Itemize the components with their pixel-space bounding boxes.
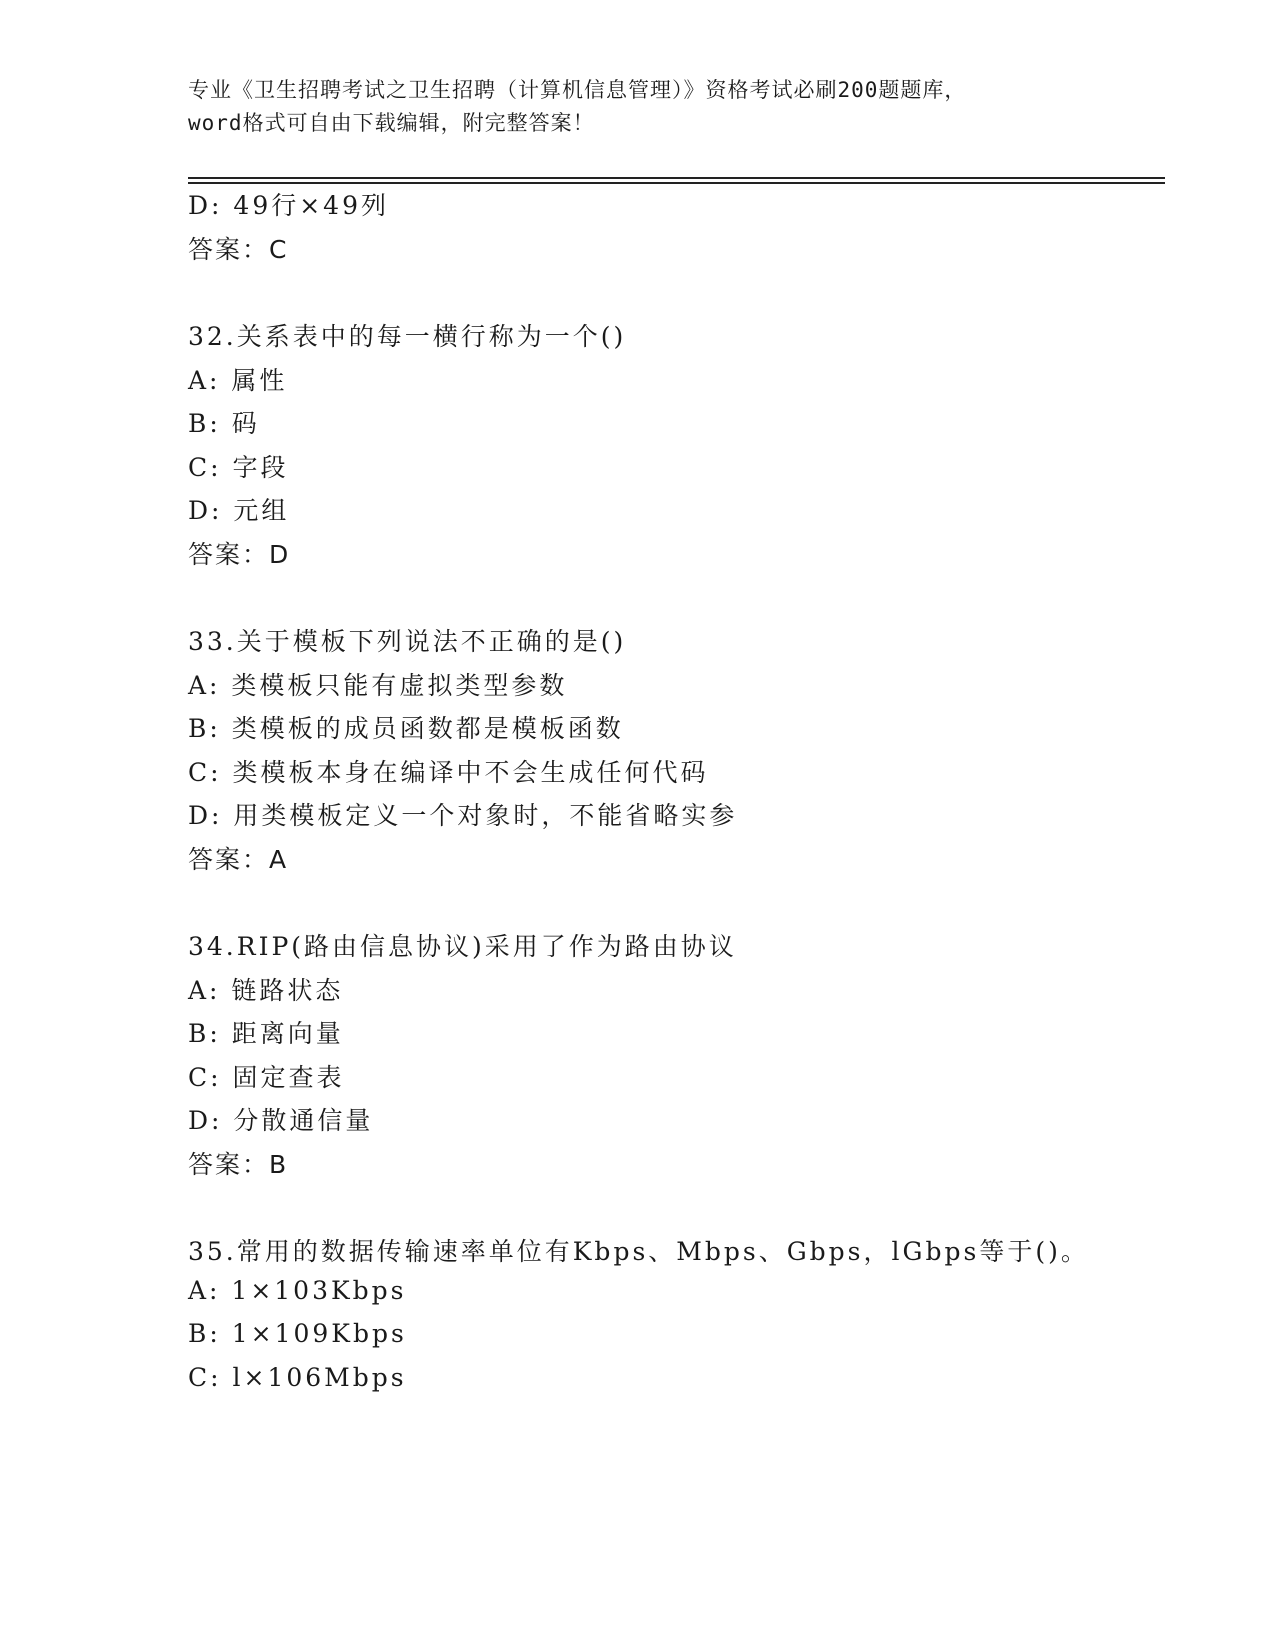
question-text: 35.常用的数据传输速率单位有Kbps、Mbps、Gbps，lGbps等于()。 <box>188 1237 1089 1266</box>
question-text: 34.RIP(路由信息协议)采用了作为路由协议 <box>188 932 737 961</box>
option-line: D: 元组 <box>188 496 290 525</box>
option-line: D: 49行×49列 <box>188 191 389 220</box>
option-line: A: 类模板只能有虚拟类型参数 <box>188 671 568 700</box>
document-header <box>188 74 1088 140</box>
option-line: D: 用类模板定义一个对象时，不能省略实参 <box>188 801 738 830</box>
header-rule-bottom <box>188 182 1165 184</box>
option-line: A: 属性 <box>188 366 288 395</box>
option-line: B: 1×109Kbps <box>188 1319 407 1348</box>
option-line: A: 1×103Kbps <box>188 1276 407 1305</box>
option-line: B: 距离向量 <box>188 1019 344 1048</box>
header-rule-top <box>188 177 1165 179</box>
answer-line: 答案：B <box>188 1150 289 1179</box>
answer-line: 答案：D <box>188 540 291 569</box>
option-line: D: 分散通信量 <box>188 1106 374 1135</box>
option-line: C: l×106Mbps <box>188 1363 407 1392</box>
question-text: 33.关于模板下列说法不正确的是() <box>188 627 627 656</box>
question-text: 32.关系表中的每一横行称为一个() <box>188 322 627 351</box>
option-line: C: 固定查表 <box>188 1063 345 1092</box>
header-title-line-2: word格式可自由下载编辑，附完整答案！ <box>188 111 595 135</box>
option-line: B: 类模板的成员函数都是模板函数 <box>188 714 624 743</box>
header-title-line-1: 专业《卫生招聘考试之卫生招聘（计算机信息管理）》资格考试必刷200题题库， <box>188 78 967 102</box>
option-line: B: 码 <box>188 409 260 438</box>
answer-line: 答案：C <box>188 235 289 264</box>
option-line: A: 链路状态 <box>188 976 344 1005</box>
option-line: C: 字段 <box>188 453 289 482</box>
option-line: C: 类模板本身在编译中不会生成任何代码 <box>188 758 709 787</box>
answer-line: 答案：A <box>188 845 289 874</box>
